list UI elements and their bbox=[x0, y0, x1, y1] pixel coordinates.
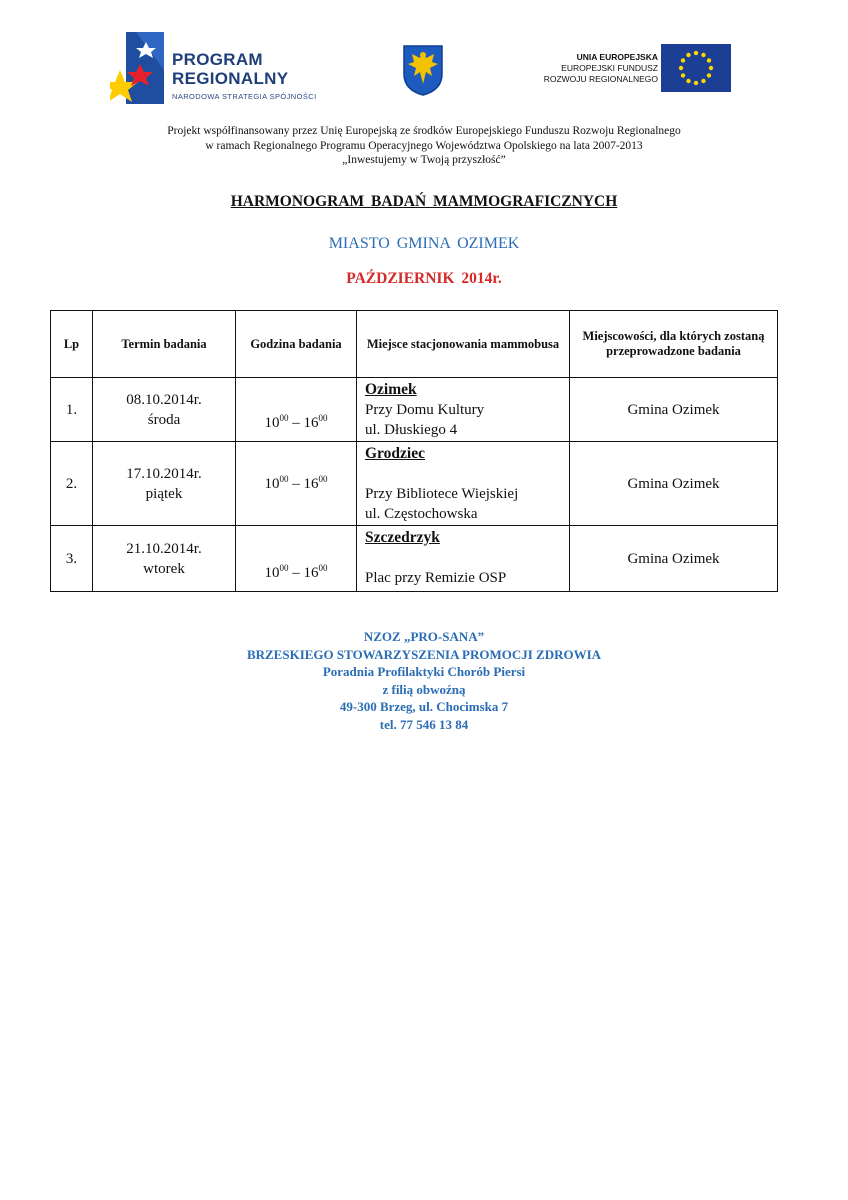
place-line1: Plac przy Remizie OSP bbox=[365, 570, 507, 586]
row-day: wtorek bbox=[143, 560, 185, 577]
row-hour bbox=[236, 378, 357, 442]
header-term: Termin badania bbox=[93, 311, 236, 378]
header-lp: Lp bbox=[51, 311, 93, 378]
opolskie-eagle-crest-icon bbox=[402, 44, 444, 96]
logo-bar bbox=[0, 28, 848, 108]
program-logo-line1: PROGRAM bbox=[172, 50, 263, 69]
table-header-row bbox=[51, 311, 778, 378]
row-date: 17.10.2014r. bbox=[126, 465, 202, 482]
row-hour bbox=[236, 526, 357, 592]
eu-fund-label bbox=[520, 52, 658, 85]
hour-to-minutes: 00 bbox=[318, 563, 328, 573]
header-hour: Godzina badania bbox=[236, 311, 357, 378]
hour-to: 16 bbox=[303, 565, 319, 581]
header-localities: Miejscowości, dla których zostaną przeprowadzone badania bbox=[570, 311, 778, 378]
row-localities: Gmina Ozimek bbox=[570, 526, 778, 592]
hour-separator: – bbox=[288, 415, 304, 431]
footer-association: BRZESKIEGO STOWARZYSZENIA PROMOCJI ZDROWIA bbox=[246, 646, 602, 662]
eu-line2: EUROPEJSKI FUNDUSZ bbox=[561, 63, 658, 73]
place-line1: Przy Bibliotece Wiejskiej bbox=[365, 486, 519, 502]
schedule-table bbox=[50, 310, 778, 592]
program-logo-line3: NARODOWA STRATEGIA SPÓJNOŚCI bbox=[172, 92, 317, 101]
project-funding-note bbox=[0, 124, 848, 168]
intro-line3: „Inwestujemy w Twoją przyszłość” bbox=[342, 154, 506, 166]
place-name: Ozimek bbox=[365, 381, 417, 398]
hour-separator: – bbox=[288, 565, 304, 581]
document-title-text: HARMONOGRAM BADAŃ MAMMOGRAFICZNYCH bbox=[230, 193, 618, 210]
eu-line3: ROZWOJU REGIONALNEGO bbox=[543, 74, 658, 84]
eu-line1: UNIA EUROPEJSKA bbox=[576, 52, 658, 62]
hour-to-minutes: 00 bbox=[318, 473, 328, 484]
document-title bbox=[0, 193, 848, 211]
row-lp: 2. bbox=[51, 442, 93, 526]
hour-from-minutes: 00 bbox=[279, 413, 289, 423]
table-row bbox=[51, 442, 778, 526]
city-heading: MIASTO GMINA OZIMEK bbox=[328, 235, 520, 252]
hour-from-minutes: 00 bbox=[279, 563, 289, 573]
table-row bbox=[51, 526, 778, 592]
hour-to-minutes: 00 bbox=[318, 413, 328, 423]
hour-to: 16 bbox=[303, 475, 319, 492]
row-place bbox=[357, 442, 570, 526]
row-lp: 3. bbox=[51, 526, 93, 592]
row-term bbox=[93, 442, 236, 526]
row-place bbox=[357, 526, 570, 592]
place-name: Szczedrzyk bbox=[365, 529, 440, 546]
hour-from-minutes: 00 bbox=[279, 473, 289, 484]
eu-flag-icon bbox=[661, 44, 731, 92]
footer-address: 49-300 Brzeg, ul. Chocimska 7 bbox=[339, 699, 509, 714]
hour-from: 10 bbox=[264, 475, 280, 492]
footer-org: NZOZ „PRO-SANA” bbox=[363, 629, 485, 644]
intro-line2: w ramach Regionalnego Programu Operacyjnego Województwa Opolskiego na lata 2007-2013 bbox=[205, 139, 643, 152]
hour-from: 10 bbox=[264, 565, 280, 581]
place-name: Grodziec bbox=[365, 445, 425, 462]
footer-phone: tel. 77 546 13 84 bbox=[379, 716, 469, 732]
hour-from: 10 bbox=[264, 415, 280, 431]
hour-separator: – bbox=[288, 475, 304, 492]
row-day: środa bbox=[147, 411, 181, 428]
row-lp: 1. bbox=[51, 378, 93, 442]
program-logo-line2: REGIONALNY bbox=[172, 69, 289, 88]
footer-clinic: Poradnia Profilaktyki Chorób Piersi bbox=[322, 664, 526, 679]
footer-branch: z filią obwoźną bbox=[382, 681, 466, 697]
clinic-contact-block bbox=[0, 628, 848, 733]
row-date: 08.10.2014r. bbox=[126, 391, 202, 408]
month-heading: PAŹDZIERNIK 2014r. bbox=[346, 270, 502, 287]
row-hour bbox=[236, 442, 357, 526]
row-date: 21.10.2014r. bbox=[126, 540, 202, 557]
program-regionalny-mark-icon bbox=[110, 30, 166, 106]
place-line2: ul. Dłuskiego 4 bbox=[365, 422, 458, 438]
row-day: piątek bbox=[145, 485, 183, 502]
row-localities: Gmina Ozimek bbox=[570, 378, 778, 442]
row-term bbox=[93, 378, 236, 442]
place-line1: Przy Domu Kultury bbox=[365, 402, 485, 418]
place-line2: ul. Częstochowska bbox=[365, 506, 478, 522]
row-term bbox=[93, 526, 236, 592]
row-place bbox=[357, 378, 570, 442]
row-localities: Gmina Ozimek bbox=[570, 442, 778, 526]
table-row bbox=[51, 378, 778, 442]
hour-to: 16 bbox=[303, 415, 319, 431]
intro-line1: Projekt współfinansowany przez Unię Europejską ze środków Europejskiego Funduszu Rozwoju Regionalnego bbox=[167, 125, 681, 137]
header-place: Miejsce stacjonowania mammobusa bbox=[357, 311, 570, 378]
program-regionalny-logo bbox=[110, 30, 340, 108]
